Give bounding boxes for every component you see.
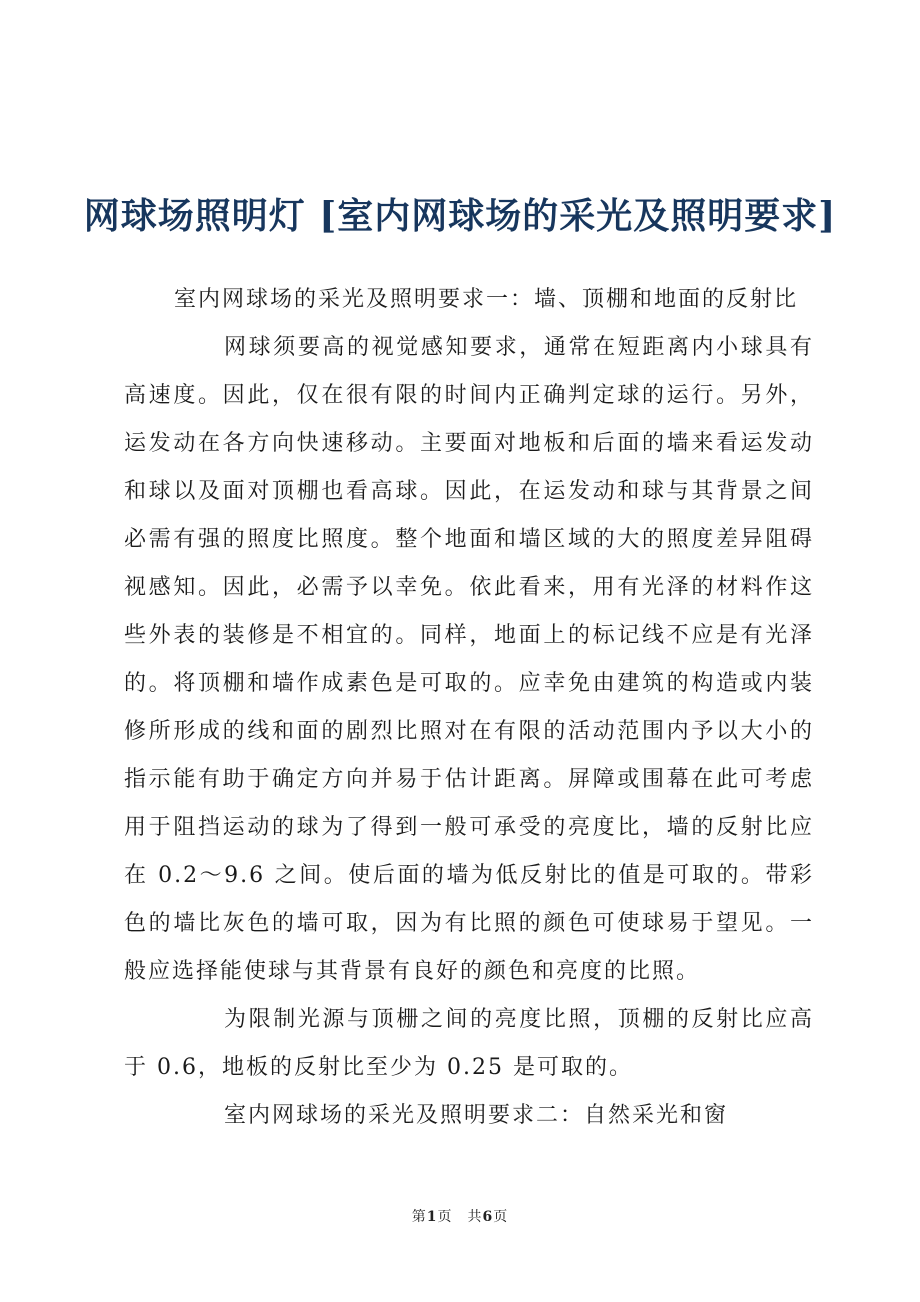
footer-page-suffix: 页 (493, 1209, 509, 1225)
footer-page-prefix: 第 (411, 1209, 427, 1225)
document-body (124, 276, 814, 1140)
footer-page-total: 6 (482, 1209, 494, 1225)
footer-page-mid: 页 共 (437, 1209, 483, 1225)
paragraph-ceiling-floor-reflectance: 为限制光源与顶栅之间的亮度比照，顶棚的反射比应高于 0.6，地板的反射比至少为 0.25 是可取的。 (124, 1007, 814, 1080)
document-title: 网球场照明灯 [室内网球场的采光及照明要求] (83, 195, 837, 237)
page-footer (0, 1206, 920, 1226)
footer-page-current: 1 (426, 1209, 438, 1225)
paragraph-section-two-heading: 室内网球场的采光及照明要求二：自然采光和窗 (224, 1103, 729, 1128)
paragraph-reflectance-details: 网球须要高的视觉感知要求，通常在短距离内小球具有高速度。因此，仅在很有限的时间内正确判定球的运行。另外，运发动在各方向快速移动。主要面对地板和后面的墙来看运发动和球以及面对顶棚也看高球。因此，在运发动和球与其背景之间必需有强的照度比照度。整个地面和墙区域的大的照度差异阻碍视感知。因此，必需予以幸免。依此看来，用有光泽的材料作这些外表的装修是不相宜的。同样，地面上的标记线不应是有光泽的。将顶棚和墙作成素色是可取的。应幸免由建筑的构造或内装修所形成的线和面的剧烈比照对在有限的活动范围内予以大小的指示能有助于确定方向并易于估计距离。屏障或围幕在此可考虑用于阻挡运动的球为了得到一般可承受的亮度比，墙的反射比应在 0.2～9.6 之间。使后面的墙为低反射比的值是可取的。带彩色的墙比灰色的墙可取，因为有比照的颜色可使球易于望见。一般应选择能使球与其背景有良好的颜色和亮度的比照。 (124, 335, 814, 984)
paragraph-section-one-heading: 室内网球场的采光及照明要求一：墙、顶棚和地面的反射比 (174, 287, 799, 312)
